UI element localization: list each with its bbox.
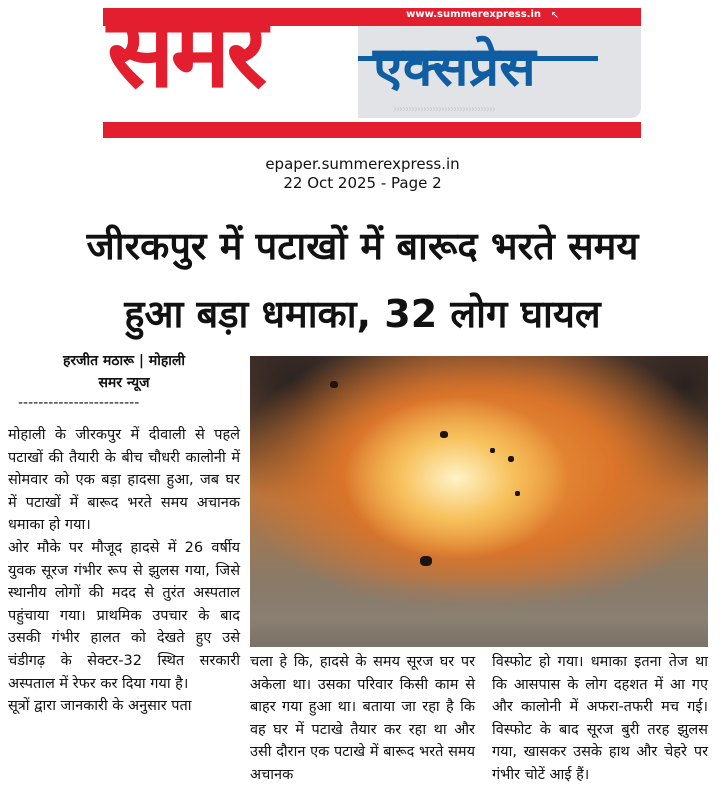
debris — [515, 491, 520, 496]
explosion-photo — [250, 356, 708, 647]
photo-ground — [250, 577, 708, 647]
paragraph: सूत्रों द्वारा जानकारी के अनुसार पता — [8, 698, 192, 715]
date-page: 22 Oct 2025 - Page 2 — [283, 174, 442, 192]
cursor-icon: ↖ — [550, 10, 559, 21]
article-column-1 — [8, 424, 240, 718]
article-column-2 — [250, 651, 475, 787]
separator: ------------------------ — [18, 395, 140, 411]
logo-bottom-bar — [103, 122, 641, 138]
debris — [420, 556, 432, 566]
byline — [8, 350, 240, 394]
edition-info — [0, 155, 725, 193]
logo-chevrons: ›››››››››››››››››››››››››››››››››› — [393, 104, 495, 115]
debris — [330, 381, 338, 388]
debris — [490, 448, 495, 453]
debris — [440, 431, 448, 438]
paragraph: मोहाली के जीरकपुर में दीवाली से पहले पटाखों की तैयारी के बीच चौधरी कालोनी में सोमवार को एक बड़ा हादसा हुआ, जब घर में पटाखों में बारूद भरते समय अचानक धमाका हो गया। — [8, 427, 240, 534]
logo-samar: समर — [107, 0, 264, 110]
paragraph: चला हे कि, हादसे के समय सूरज घर पर अकेला था। उसका परिवार किसी काम से बाहर गया हुआ था। बताया जा रहा है कि वह घर में पटाखे तैयार कर रहा था और उसी दौरान एक पटाखे में बारूद भरते समय अचानक — [250, 654, 475, 783]
headline-line-2: हुआ बड़ा धमाका, 32 लोग घायल — [124, 292, 601, 336]
agency: समर न्यूज — [98, 375, 150, 391]
debris — [508, 456, 514, 462]
logo-express: एक्सप्रेस — [373, 35, 536, 98]
epaper-site: epaper.summerexpress.in — [265, 155, 460, 173]
article-column-3 — [492, 651, 708, 787]
masthead-logo — [103, 0, 641, 140]
headline — [0, 212, 725, 348]
headline-line-1: जीरकपुर में पटाखों में बारूद भरते समय — [86, 224, 639, 268]
author-location: हरजीत मठारू | मोहाली — [62, 353, 186, 369]
website-url: www.summerexpress.in — [406, 9, 541, 20]
paragraph: विस्फोट हो गया। धमाका इतना तेज था कि आसपास के लोग दहशत में आ गए और कालोनी में अफरा-तफरी मच गई। विस्फोट के बाद सूरज बुरी तरह झुलस गया, खासकर उसके हाथ और चेहरे पर गंभीर चोटें आई हैं। — [492, 654, 708, 783]
paragraph: ओर मौके पर मौजूद हादसे में 26 वर्षीय युवक सूरज गंभीर रूप से झुलस गया, जिसे स्थानीय लोगों की मदद से तुरंत अस्पताल पहुंचाया गया। प्राथमिक उपचार के बाद उसकी गंभीर हालत को देखते हुए उसे चंडीगढ़ के सेक्टर-32 स्थित सरकारी अस्पताल में रेफर कर दिया गया है। — [8, 539, 240, 692]
